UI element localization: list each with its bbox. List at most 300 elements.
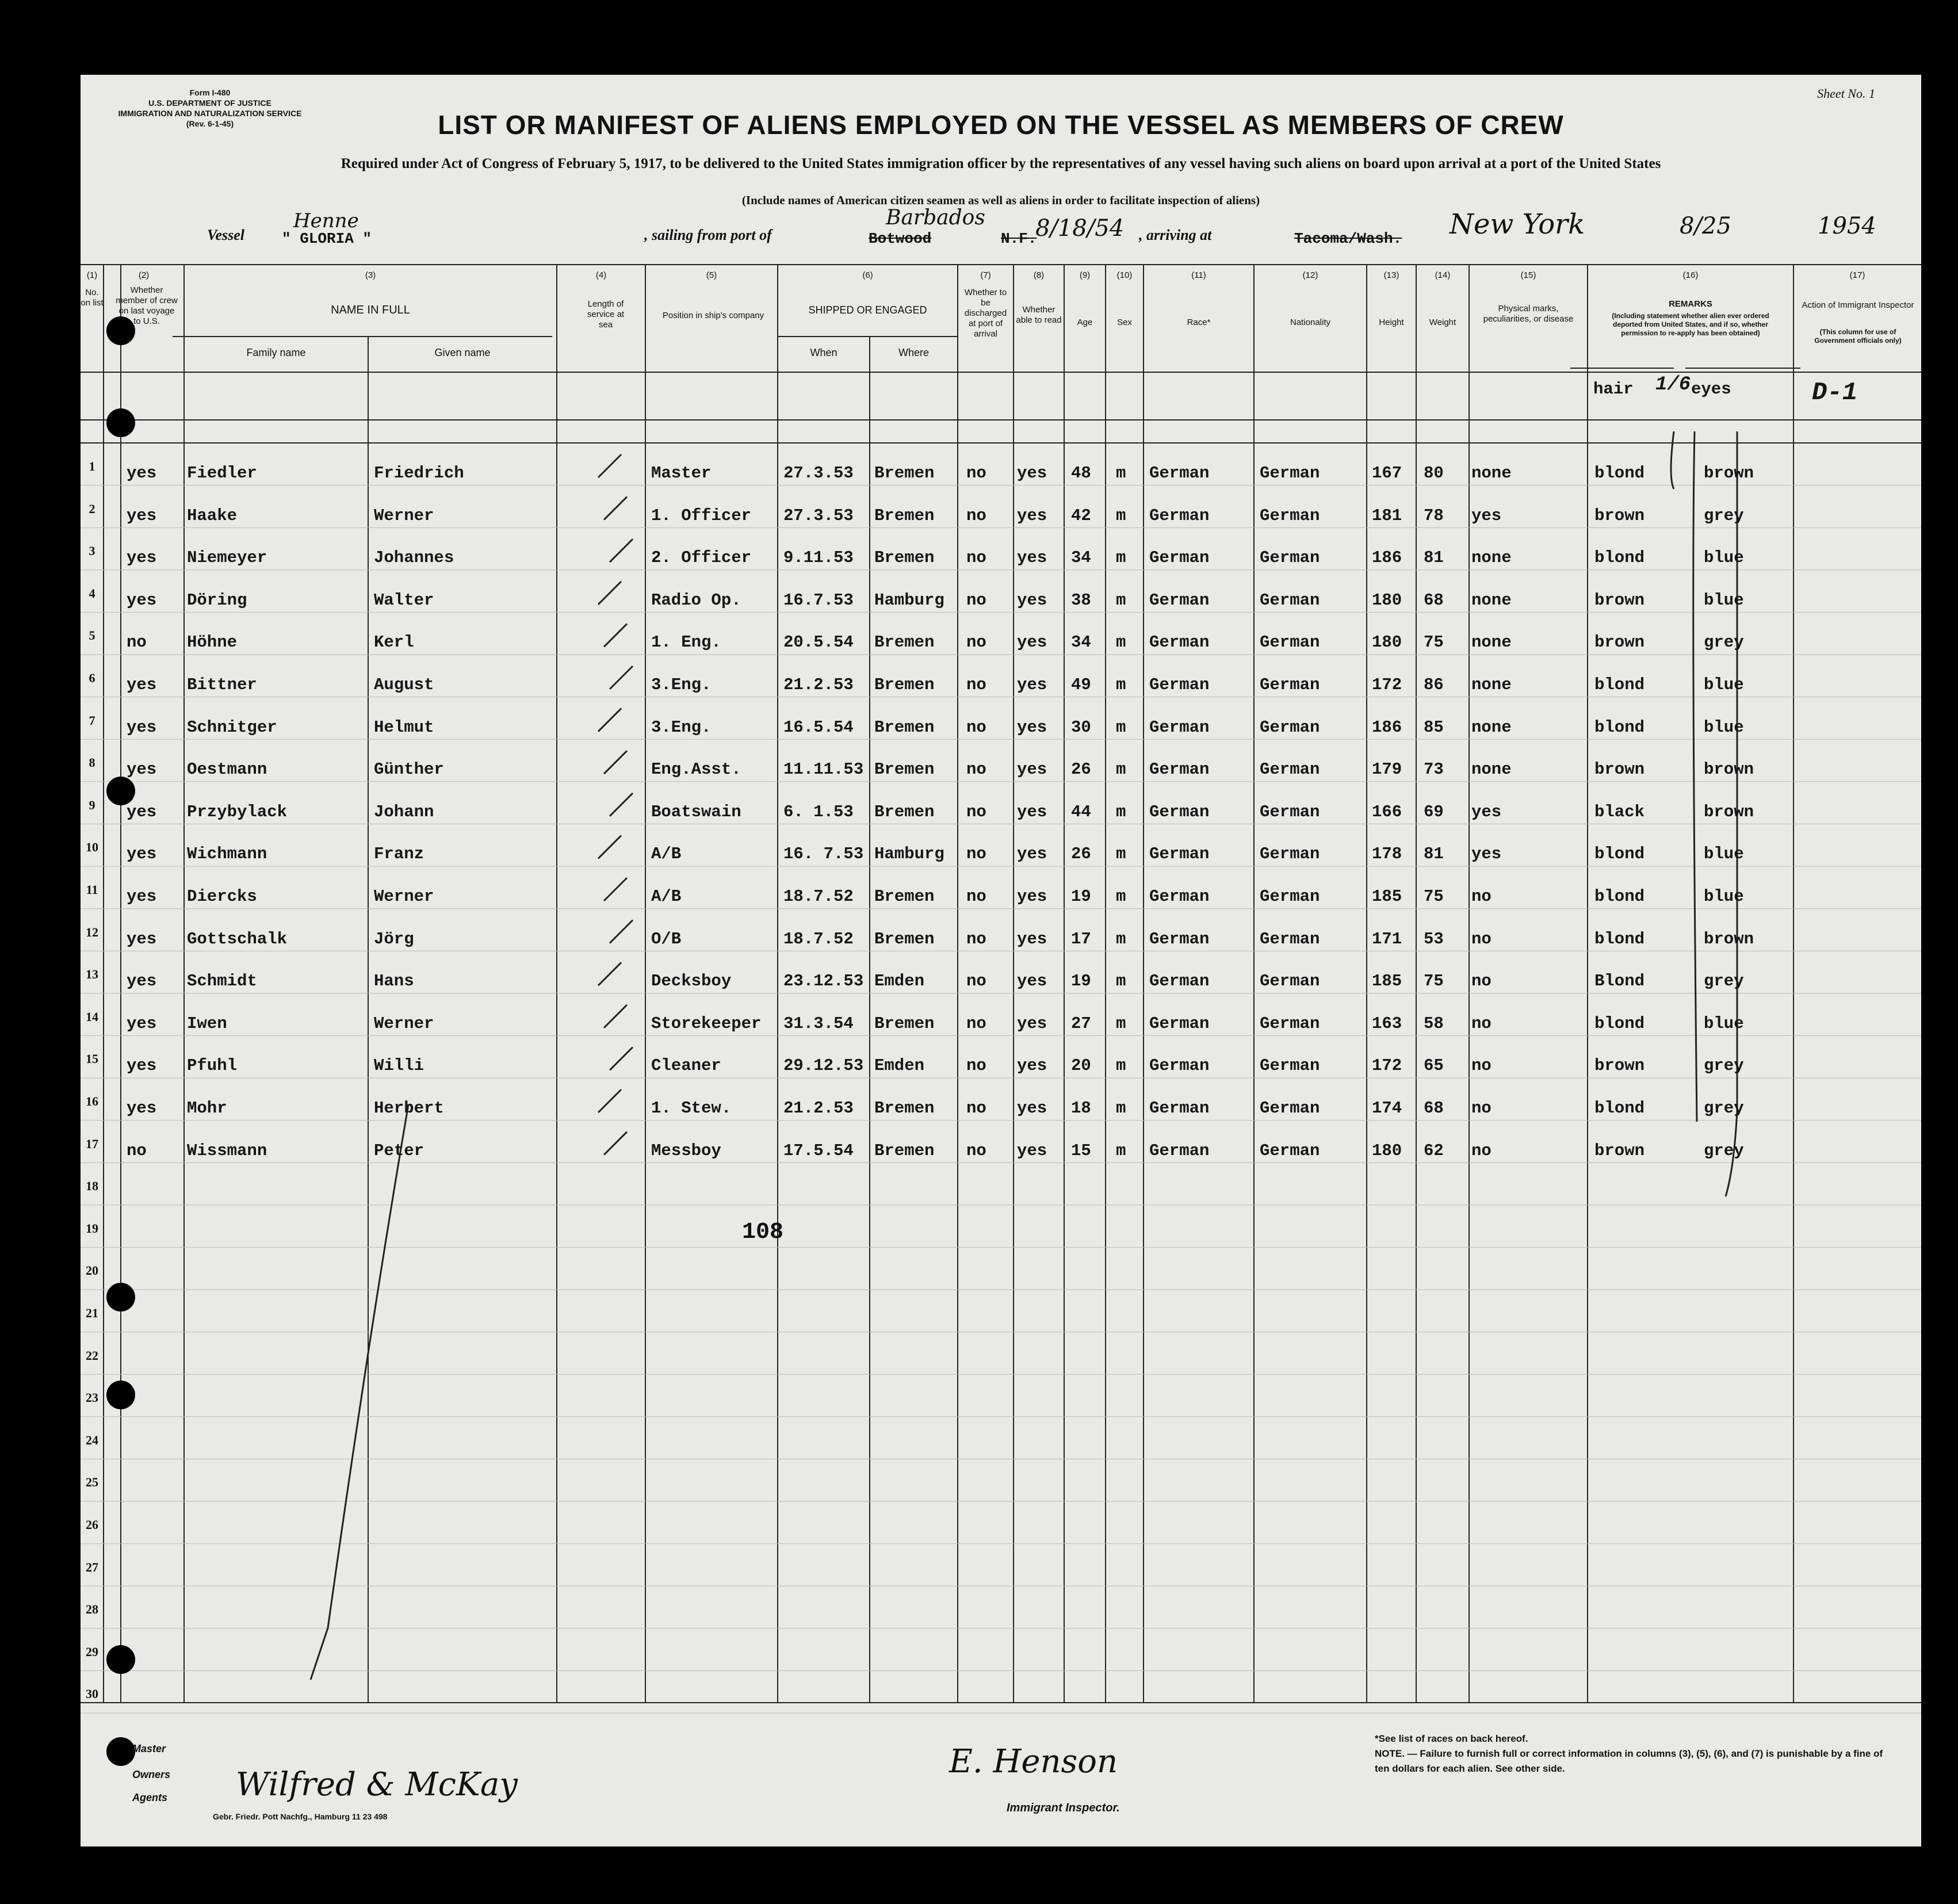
cell-height: 185 <box>1372 887 1402 906</box>
cell-when: 18.7.52 <box>783 929 854 949</box>
manifest-sheet <box>81 75 1921 1846</box>
cell-age: 34 <box>1071 633 1091 652</box>
col9-num: (9) <box>1079 270 1091 280</box>
cell-hair: brown <box>1594 1056 1645 1076</box>
cell-position: Master <box>651 464 712 483</box>
punch-hole <box>106 408 135 437</box>
cell-marks: none <box>1471 548 1512 568</box>
cell-position: O/B <box>651 929 682 949</box>
cell-marks: none <box>1471 760 1512 779</box>
cell-where: Bremen <box>874 717 935 737</box>
cell-discharged: no <box>966 1014 986 1033</box>
cell-sex: m <box>1116 548 1126 568</box>
cell-discharged: no <box>966 675 986 694</box>
cell-weight: 68 <box>1424 1099 1444 1118</box>
cell-sex: m <box>1116 929 1126 949</box>
service-tick-mark <box>598 962 621 985</box>
cell-prev: yes <box>127 972 157 991</box>
cell-race: German <box>1149 844 1210 864</box>
arrival-year: 1954 <box>1818 213 1876 239</box>
row-number: 6 <box>89 671 95 685</box>
cell-height: 172 <box>1372 675 1402 694</box>
cell-hair: blond <box>1594 844 1645 864</box>
col8-label: Whether able to read <box>1016 305 1062 325</box>
cell-sex: m <box>1116 675 1126 694</box>
cell-nationality: German <box>1260 590 1320 610</box>
row-number: 18 <box>86 1179 98 1194</box>
cell-sex: m <box>1116 1056 1126 1076</box>
cell-age: 49 <box>1071 675 1091 694</box>
cell-height: 174 <box>1372 1099 1402 1118</box>
cell-eyes: grey <box>1704 1099 1744 1118</box>
cell-nationality: German <box>1260 1141 1320 1160</box>
col14-num: (14) <box>1435 270 1451 280</box>
cell-family: Mohr <box>187 1099 227 1118</box>
cell-marks: none <box>1471 717 1512 737</box>
cell-weight: 65 <box>1424 1056 1444 1076</box>
cell-prev: no <box>127 633 147 652</box>
cell-family: Przybylack <box>187 802 288 821</box>
cell-race: German <box>1149 1056 1210 1076</box>
cell-where: Emden <box>874 972 925 991</box>
cell-when: 17.5.54 <box>783 1141 854 1160</box>
agent-signature: Wilfred & McKay <box>236 1766 518 1803</box>
cell-read: yes <box>1017 929 1047 949</box>
cell-nationality: German <box>1260 1056 1320 1076</box>
cell-read: yes <box>1017 887 1047 906</box>
remarks-hand-mark: 1/6 <box>1655 374 1691 396</box>
cell-nationality: German <box>1260 464 1320 483</box>
cell-eyes: grey <box>1704 972 1744 991</box>
cell-nationality: German <box>1260 972 1320 991</box>
cell-discharged: no <box>966 1056 986 1076</box>
cell-position: Boatswain <box>651 802 741 821</box>
cell-prev: yes <box>127 675 157 694</box>
row-number: 17 <box>86 1136 98 1151</box>
cell-marks: none <box>1471 590 1512 610</box>
col4-label: Length of service at sea <box>587 299 625 330</box>
cell-age: 44 <box>1071 802 1091 821</box>
cell-family: Schnitger <box>187 717 277 737</box>
cell-weight: 68 <box>1424 590 1444 610</box>
cell-race: German <box>1149 972 1210 991</box>
col16-num: (16) <box>1682 270 1699 280</box>
col3-num: (3) <box>365 270 376 280</box>
cell-given: Jörg <box>374 929 414 949</box>
inspector-signature: E. Henson <box>949 1743 1118 1780</box>
cell-where: Hamburg <box>874 844 944 864</box>
arrival-port-handwritten: New York <box>1450 208 1585 240</box>
cell-age: 19 <box>1071 972 1091 991</box>
cell-read: yes <box>1017 802 1047 821</box>
cell-height: 179 <box>1372 760 1402 779</box>
service-tick-mark <box>610 920 633 943</box>
cell-discharged: no <box>966 887 986 906</box>
cell-marks: yes <box>1471 802 1502 821</box>
cell-prev: yes <box>127 844 157 864</box>
cell-age: 26 <box>1071 844 1091 864</box>
cell-discharged: no <box>966 929 986 949</box>
row-number: 27 <box>86 1559 98 1574</box>
cell-family: Fiedler <box>187 464 257 483</box>
col17-note: (This column for use of Government officials only) <box>1814 328 1902 345</box>
col3-given: Given name <box>434 347 491 358</box>
punch-hole <box>106 777 135 805</box>
cell-read: yes <box>1017 675 1047 694</box>
cell-nationality: German <box>1260 633 1320 652</box>
cell-height: 163 <box>1372 1014 1402 1033</box>
page-subtitle: Required under Act of Congress of February 5, 1917, to be delivered to the United States immigration officer by the representatives of any vessel having such aliens on board upon arrival at a port of the United States <box>341 156 1661 171</box>
service-tick-mark <box>604 751 627 774</box>
cell-discharged: no <box>966 760 986 779</box>
cell-eyes: blue <box>1704 548 1744 568</box>
cell-weight: 86 <box>1424 675 1444 694</box>
cell-sex: m <box>1116 590 1126 610</box>
punch-hole <box>106 1737 135 1766</box>
cell-family: Bittner <box>187 675 257 694</box>
cell-given: Johann <box>374 802 434 821</box>
cell-hair: blond <box>1594 1014 1645 1033</box>
col1-label: No. on list <box>81 288 104 308</box>
cell-discharged: no <box>966 548 986 568</box>
cell-height: 180 <box>1372 633 1402 652</box>
cell-position: 1. Officer <box>651 506 752 525</box>
cell-sex: m <box>1116 506 1126 525</box>
col11-num: (11) <box>1191 270 1206 280</box>
cell-where: Emden <box>874 1056 925 1076</box>
cell-marks: none <box>1471 464 1512 483</box>
cell-race: German <box>1149 929 1210 949</box>
cell-when: 9.11.53 <box>783 548 854 568</box>
cell-given: Friedrich <box>374 464 464 483</box>
cell-when: 27.3.53 <box>783 506 854 525</box>
cell-hair: blond <box>1594 1099 1645 1118</box>
row-number: 11 <box>86 882 98 897</box>
cell-height: 171 <box>1372 929 1402 949</box>
cell-when: 16. 7.53 <box>783 844 864 864</box>
sailing-label: , sailing from port of <box>644 227 772 243</box>
col6-when: When <box>810 347 837 358</box>
cell-where: Bremen <box>874 506 935 525</box>
cell-where: Bremen <box>874 887 935 906</box>
cell-weight: 81 <box>1424 844 1444 864</box>
departure-port-suffix: N.F. <box>1001 230 1037 247</box>
row-number: 28 <box>86 1602 98 1617</box>
cell-where: Bremen <box>874 760 935 779</box>
row-number: 30 <box>86 1687 98 1702</box>
cell-nationality: German <box>1260 548 1320 568</box>
cell-given: Günther <box>374 760 444 779</box>
cell-given: Johannes <box>374 548 454 568</box>
cell-prev: yes <box>127 929 157 949</box>
cell-discharged: no <box>966 633 986 652</box>
inspector-mark: D-1 <box>1812 378 1858 407</box>
cell-marks: no <box>1471 1014 1492 1033</box>
cell-when: 21.2.53 <box>783 675 854 694</box>
arrival-date: 8/25 <box>1680 213 1731 239</box>
cell-race: German <box>1149 675 1210 694</box>
col15-label: Physical marks, peculiarities, or disease <box>1483 304 1574 324</box>
cell-hair: blond <box>1594 464 1645 483</box>
row-number: 22 <box>86 1348 98 1363</box>
row-number: 10 <box>86 840 98 855</box>
row-number: 7 <box>89 713 95 728</box>
cell-given: Werner <box>374 887 434 906</box>
departure-port-handwritten: Barbados <box>886 206 985 230</box>
cell-eyes: grey <box>1704 633 1744 652</box>
cell-when: 11.11.53 <box>783 760 864 779</box>
cell-sex: m <box>1116 887 1126 906</box>
cell-weight: 75 <box>1424 887 1444 906</box>
cell-eyes: blue <box>1704 717 1744 737</box>
col11-label: Race* <box>1187 318 1211 327</box>
cell-age: 38 <box>1071 590 1091 610</box>
cell-when: 18.7.52 <box>783 887 854 906</box>
service: IMMIGRATION AND NATURALIZATION SERVICE <box>118 109 302 118</box>
cell-sex: m <box>1116 760 1126 779</box>
cell-family: Diercks <box>187 887 257 906</box>
cell-position: Radio Op. <box>651 590 741 610</box>
cell-weight: 75 <box>1424 972 1444 991</box>
cell-hair: blond <box>1594 675 1645 694</box>
cell-position: 1. Eng. <box>651 633 721 652</box>
cell-weight: 62 <box>1424 1141 1444 1160</box>
cell-age: 20 <box>1071 1056 1091 1076</box>
cell-age: 34 <box>1071 548 1091 568</box>
row-number: 13 <box>86 967 98 982</box>
cell-race: German <box>1149 717 1210 737</box>
cell-weight: 53 <box>1424 929 1444 949</box>
service-tick-mark <box>604 878 627 901</box>
punch-hole <box>106 1645 135 1674</box>
cell-when: 23.12.53 <box>783 972 864 991</box>
cell-weight: 58 <box>1424 1014 1444 1033</box>
cell-sex: m <box>1116 802 1126 821</box>
cell-hair: black <box>1594 802 1645 821</box>
service-tick-mark <box>598 835 621 858</box>
cell-read: yes <box>1017 1099 1047 1118</box>
cell-marks: yes <box>1471 506 1502 525</box>
cell-hair: brown <box>1594 760 1645 779</box>
col10-num: (10) <box>1116 270 1133 280</box>
cell-read: yes <box>1017 1141 1047 1160</box>
cell-age: 26 <box>1071 760 1091 779</box>
cell-eyes: brown <box>1704 802 1754 821</box>
cell-position: Decksboy <box>651 972 732 991</box>
cell-hair: brown <box>1594 1141 1645 1160</box>
arriving-label: , arriving at <box>1139 227 1212 243</box>
cell-position: Cleaner <box>651 1056 721 1076</box>
cell-given: Werner <box>374 1014 434 1033</box>
cell-position: 3.Eng. <box>651 675 712 694</box>
cell-marks: no <box>1471 887 1492 906</box>
cell-discharged: no <box>966 464 986 483</box>
departure-date: 8/18/54 <box>1035 215 1125 242</box>
cell-prev: yes <box>127 887 157 906</box>
cell-height: 178 <box>1372 844 1402 864</box>
cell-family: Döring <box>187 590 247 610</box>
cell-marks: no <box>1471 1141 1492 1160</box>
cell-marks: none <box>1471 633 1512 652</box>
cell-where: Bremen <box>874 1014 935 1033</box>
cell-age: 42 <box>1071 506 1091 525</box>
cell-weight: 80 <box>1424 464 1444 483</box>
cell-family: Oestmann <box>187 760 267 779</box>
cell-given: Hans <box>374 972 414 991</box>
col2-label: Whether member of crew on last voyage to U.S. <box>116 285 178 326</box>
row-number: 26 <box>86 1517 98 1532</box>
cell-read: yes <box>1017 590 1047 610</box>
cell-prev: yes <box>127 548 157 568</box>
cell-read: yes <box>1017 760 1047 779</box>
cell-age: 27 <box>1071 1014 1091 1033</box>
footnote-star: *See list of races on back hereof. <box>1375 1733 1528 1744</box>
cell-hair: blond <box>1594 887 1645 906</box>
col3-label: NAME IN FULL <box>331 304 410 316</box>
cell-height: 172 <box>1372 1056 1402 1076</box>
service-tick-mark <box>598 582 621 605</box>
cell-age: 48 <box>1071 464 1091 483</box>
cell-discharged: no <box>966 590 986 610</box>
cell-given: Walter <box>374 590 434 610</box>
cell-when: 6. 1.53 <box>783 802 854 821</box>
cell-prev: yes <box>127 760 157 779</box>
col10-label: Sex <box>1117 318 1132 327</box>
sheet-number: Sheet No. 1 <box>1817 86 1875 101</box>
cell-where: Bremen <box>874 633 935 652</box>
cell-marks: no <box>1471 972 1492 991</box>
col7-num: (7) <box>980 270 991 280</box>
col6-label: SHIPPED OR ENGAGED <box>808 304 927 316</box>
cell-discharged: no <box>966 1141 986 1160</box>
row-number: 4 <box>89 586 95 601</box>
cell-family: Niemeyer <box>187 548 267 568</box>
cell-height: 180 <box>1372 1141 1402 1160</box>
arrival-port-struck: Tacoma/Wash. <box>1294 230 1402 247</box>
cell-position: Storekeeper <box>651 1014 762 1033</box>
service-tick-mark <box>598 709 621 732</box>
cell-eyes: grey <box>1704 1056 1744 1076</box>
cell-nationality: German <box>1260 929 1320 949</box>
col5-num: (5) <box>706 270 717 280</box>
cell-nationality: German <box>1260 802 1320 821</box>
row-number: 12 <box>86 924 98 939</box>
cell-eyes: grey <box>1704 506 1744 525</box>
cell-nationality: German <box>1260 506 1320 525</box>
cell-when: 31.3.54 <box>783 1014 854 1033</box>
revision: (Rev. 6-1-45) <box>186 119 234 128</box>
cell-family: Wissmann <box>187 1141 267 1160</box>
cell-nationality: German <box>1260 887 1320 906</box>
row-number: 15 <box>86 1052 98 1066</box>
cell-sex: m <box>1116 1141 1126 1160</box>
cell-height: 185 <box>1372 972 1402 991</box>
cell-where: Bremen <box>874 929 935 949</box>
footnote-note: NOTE. — Failure to furnish full or correct information in columns (3), (5), (6), and (7) is punishable by a fine of ten dollars for each alien. See other side. <box>1375 1748 1883 1774</box>
service-tick-mark <box>610 539 633 562</box>
row-number: 21 <box>86 1306 98 1320</box>
cell-hair: brown <box>1594 633 1645 652</box>
cell-weight: 69 <box>1424 802 1444 821</box>
cell-where: Bremen <box>874 464 935 483</box>
cell-hair: brown <box>1594 590 1645 610</box>
cell-discharged: no <box>966 1099 986 1118</box>
row-number: 3 <box>89 544 95 559</box>
master-label: Master <box>132 1743 166 1754</box>
page-subnote: (Include names of American citizen seamen as well as aliens in order to facilitate inspection of aliens) <box>741 193 1260 207</box>
cell-when: 20.5.54 <box>783 633 854 652</box>
cell-sex: m <box>1116 1014 1126 1033</box>
cell-sex: m <box>1116 464 1126 483</box>
service-tick-mark <box>598 454 621 477</box>
cell-family: Iwen <box>187 1014 227 1033</box>
owners-label: Owners <box>132 1769 171 1780</box>
cell-position: Messboy <box>651 1141 721 1160</box>
row-number: 9 <box>89 797 95 812</box>
cell-sex: m <box>1116 1099 1126 1118</box>
footnote <box>1375 1731 1892 1776</box>
cell-race: German <box>1149 1141 1210 1160</box>
cell-sex: m <box>1116 717 1126 737</box>
cell-when: 29.12.53 <box>783 1056 864 1076</box>
cell-when: 16.5.54 <box>783 717 854 737</box>
cell-age: 19 <box>1071 887 1091 906</box>
cell-position: 1. Stew. <box>651 1099 732 1118</box>
cell-given: Herbert <box>374 1099 444 1118</box>
row-number: 19 <box>86 1221 98 1236</box>
col7-label: Whether to be discharged at port of arrival <box>964 288 1007 339</box>
printer-imprint: Gebr. Friedr. Pott Nachfg., Hamburg 11 23 498 <box>213 1812 388 1821</box>
cell-weight: 73 <box>1424 760 1444 779</box>
cell-marks: no <box>1471 929 1492 949</box>
cell-nationality: German <box>1260 760 1320 779</box>
cell-sex: m <box>1116 844 1126 864</box>
agents-label: Agents <box>132 1792 168 1803</box>
cell-race: German <box>1149 506 1210 525</box>
cell-race: German <box>1149 802 1210 821</box>
cell-where: Bremen <box>874 675 935 694</box>
col15-num: (15) <box>1520 270 1536 280</box>
remarks-hair-header: hair <box>1593 380 1634 399</box>
cell-eyes: brown <box>1704 760 1754 779</box>
cell-eyes: blue <box>1704 887 1744 906</box>
cell-marks: none <box>1471 675 1512 694</box>
cell-hair: blond <box>1594 548 1645 568</box>
cell-prev: yes <box>127 506 157 525</box>
cell-height: 167 <box>1372 464 1402 483</box>
cell-where: Bremen <box>874 802 935 821</box>
vessel-name-handwritten: Henne <box>293 209 359 232</box>
cell-read: yes <box>1017 464 1047 483</box>
row-number: 16 <box>86 1094 98 1108</box>
cell-when: 21.2.53 <box>783 1099 854 1118</box>
col12-num: (12) <box>1302 270 1318 280</box>
col16-note: (Including statement whether alien ever ordered deported from United States, and if so, whether permission to re-apply has been obtained) <box>1612 312 1769 337</box>
cell-race: German <box>1149 760 1210 779</box>
row-number: 14 <box>86 1009 98 1024</box>
col13-label: Height <box>1379 318 1404 327</box>
cell-weight: 81 <box>1424 548 1444 568</box>
cell-race: German <box>1149 548 1210 568</box>
col6-num: (6) <box>862 270 873 280</box>
cell-prev: yes <box>127 1014 157 1033</box>
cell-nationality: German <box>1260 717 1320 737</box>
cell-eyes: blue <box>1704 844 1744 864</box>
cell-weight: 85 <box>1424 717 1444 737</box>
cell-discharged: no <box>966 972 986 991</box>
remarks-eyes-header: eyes <box>1691 380 1731 399</box>
cell-eyes: brown <box>1704 929 1754 949</box>
